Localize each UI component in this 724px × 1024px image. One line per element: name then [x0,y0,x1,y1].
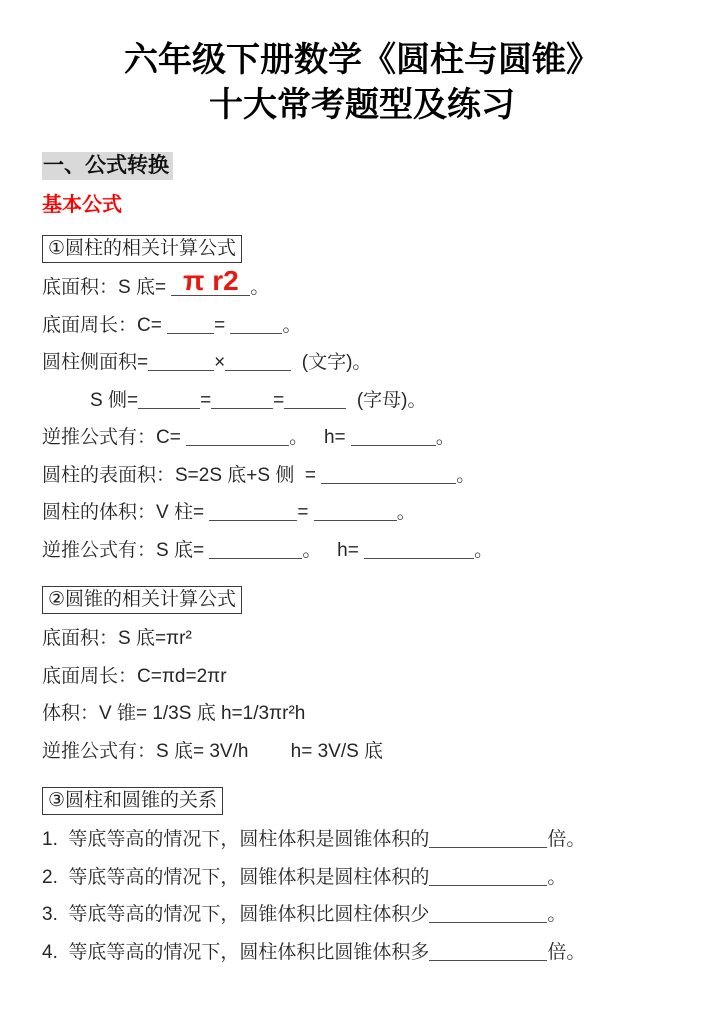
text-segment: 。 [547,866,567,888]
blank-field[interactable] [314,502,397,521]
text-segment: 。 [435,427,455,448]
text-segment: 逆推公式有：S 底= [42,539,210,561]
text-segment: 底面积：S 底= [42,277,172,298]
box-label-row [42,226,682,263]
text-segment: 。 [547,904,567,925]
subheading: 基本公式 [42,194,122,216]
text-segment: 倍。 [547,941,586,963]
text-segment: (字母)。 [346,389,427,411]
text-segment: 。 h= [302,539,365,561]
text-segment: = [273,389,285,411]
text-segment: 圆柱的体积：V 柱= [42,502,210,523]
text-segment: = [200,389,212,411]
blank-field[interactable] [284,390,346,409]
text-segment: 底面周长：C=πd=2πr [42,665,227,687]
text-segment: 。 [282,314,302,336]
formula-line [42,427,682,450]
box-label: ③圆柱和圆锥的关系 [42,787,223,815]
title-line-1: 六年级下册数学《圆柱与圆锥》 [124,42,600,79]
section-heading: 一、公式转换 [42,152,173,180]
text-segment: 。 [456,464,476,486]
text-segment: 体积：V 锥= 1/3S 底 h=1/3πr²h [42,703,306,724]
blank-field[interactable] [429,867,547,886]
formula-line [42,942,682,965]
title-line-2: 十大常考题型及练习 [209,87,515,124]
formula-block [42,778,682,964]
text-segment: 圆柱的表面积：S=2S 底+S 侧 = [42,464,322,486]
text-segment: 1. 等底等高的情况下，圆柱体积是圆锥体积的 [42,829,430,850]
formula-line [42,390,682,413]
blank-field[interactable] [186,427,289,446]
blank-field[interactable] [429,904,547,923]
formula-line [42,867,682,890]
blank-field[interactable] [230,315,282,334]
formula-line [42,540,682,563]
text-segment: 逆推公式有：C= [42,427,187,448]
formula-line [42,465,682,488]
box-label-row [42,577,682,614]
formula-line [42,502,682,525]
formula-line [42,352,682,375]
formula-line [42,315,682,338]
text-segment: (文字)。 [291,352,372,373]
formula-line [42,904,682,927]
blank-field[interactable] [351,427,436,446]
text-segment: 。 [474,539,494,561]
text-segment: 2. 等底等高的情况下，圆锥体积是圆柱体积的 [42,866,430,888]
text-segment: 4. 等底等高的情况下，圆柱体积比圆锥体积多 [42,941,430,963]
formula-line [42,666,682,689]
formula-line [42,265,682,300]
blank-field[interactable] [209,502,297,521]
section-heading-row [42,152,682,180]
text-segment: 底面积：S 底=πr² [42,628,192,649]
blank-field[interactable] [321,465,456,484]
box-label: ②圆锥的相关计算公式 [42,586,242,614]
blank-field[interactable] [225,352,291,371]
text-segment: 3. 等底等高的情况下，圆锥体积比圆柱体积少 [42,904,430,925]
blank-field[interactable] [171,265,250,296]
text-segment: = [297,502,314,523]
blank-field[interactable] [364,540,474,559]
text-segment: 逆推公式有：S 底= 3V/h h= 3V/S 底 [42,740,384,762]
text-segment: 。 [250,277,270,298]
blank-field[interactable] [138,390,200,409]
blank-field[interactable] [167,315,214,334]
handwritten-answer: π r2 [182,265,239,296]
text-segment: 倍。 [547,829,586,850]
blank-field[interactable] [209,540,302,559]
page-title [42,38,682,128]
text-segment: 圆柱侧面积= [42,352,149,373]
blank-field[interactable] [429,829,547,848]
formula-line [42,703,682,726]
box-label-row [42,778,682,815]
text-segment: 。 h= [289,427,351,448]
text-segment: × [214,352,226,373]
blank-field[interactable] [211,390,273,409]
text-segment: 底面周长：C= [42,314,168,336]
blank-field[interactable] [429,942,547,961]
text-segment: = [214,314,231,336]
text-segment: S 侧= [90,389,139,411]
text-segment: 。 [396,502,416,523]
formula-line [42,628,682,651]
formula-block [42,577,682,763]
formula-blocks [42,226,682,964]
formula-line [42,741,682,764]
formula-block [42,226,682,562]
box-label: ①圆柱的相关计算公式 [42,235,242,263]
blank-field[interactable] [148,352,214,371]
formula-line [42,829,682,852]
